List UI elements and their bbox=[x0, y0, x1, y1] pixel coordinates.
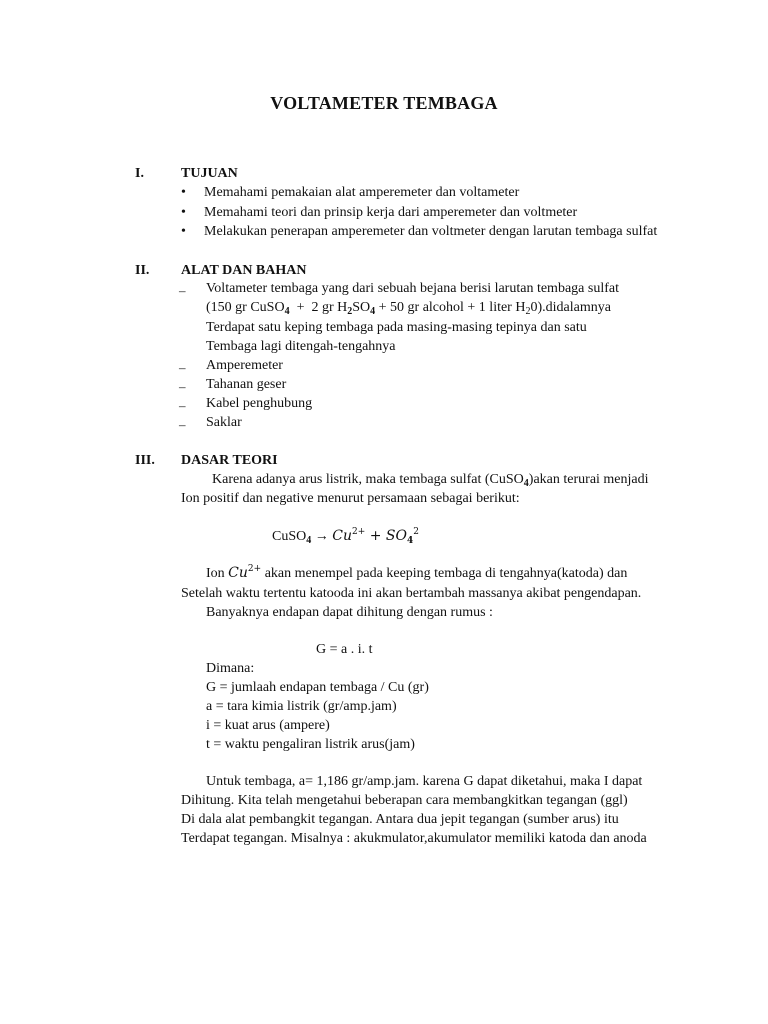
section-1-heading: TUJUAN bbox=[181, 166, 238, 181]
definition-line: i = kuat arus (ampere) bbox=[206, 718, 330, 733]
teori-p1-line-2: Ion positif dan negative menurut persamaan sebagai berikut: bbox=[181, 491, 520, 506]
teori-p2-line-1: Ion $Cu^{2+}$ akan menempel pada keeping tembaga di tengahnya(katoda) dan bbox=[206, 564, 628, 581]
tujuan-item-3: Melakukan penerapan amperemeter dan voltmeter dengan larutan tembaga sulfat bbox=[204, 224, 658, 239]
section-3-number: III. bbox=[135, 453, 155, 468]
endapan-formula: G = a . i. t bbox=[316, 642, 373, 657]
teori-p2-line-2: Setelah waktu tertentu katooda ini akan bertambah massanya akibat pengendapan. bbox=[181, 586, 642, 601]
section-2-number: II. bbox=[135, 263, 150, 278]
alat-item-2: Amperemeter bbox=[206, 358, 283, 373]
alat-item-5: Saklar bbox=[206, 415, 242, 430]
alat-item-1-line-3: Terdapat satu keping tembaga pada masing-masing tepinya dan satu bbox=[206, 320, 587, 335]
definition-line: a = tara kimia listrik (gr/amp.jam) bbox=[206, 699, 397, 714]
section-3-heading: DASAR TEORI bbox=[181, 453, 278, 468]
tujuan-item-1: Memahami pemakaian alat amperemeter dan voltameter bbox=[204, 185, 520, 200]
teori-p2-line-3: Banyaknya endapan dapat dihitung dengan rumus : bbox=[206, 605, 493, 620]
tujuan-item-2: Memahami teori dan prinsip kerja dari amperemeter dan voltmeter bbox=[204, 205, 578, 220]
dash-icon: – bbox=[179, 379, 186, 394]
teori-p3-line-2: Dihitung. Kita telah mengetahui beberapan cara membangkitkan tegangan (ggl) bbox=[181, 793, 628, 808]
teori-p1-line-1: Karena adanya arus listrik, maka tembaga sulfat (CuSO$_4$)akan terurai menjadi bbox=[212, 472, 649, 489]
bullet-icon: • bbox=[181, 205, 186, 220]
definition-line: G = jumlaah endapan tembaga / Cu (gr) bbox=[206, 680, 429, 695]
alat-item-1-line-2: (150 gr CuSO$_4$ + 2 gr $H_2SO_4 + 50$ gr alcohol + 1 liter $H_20).didalamnya$ bbox=[206, 300, 611, 317]
document-title: VOLTAMETER TEMBAGA bbox=[270, 93, 498, 113]
bullet-icon: • bbox=[181, 224, 186, 239]
ionization-equation: CuSO$_4$ → $Cu^{2+} + SO_4^2$ bbox=[272, 527, 419, 546]
teori-p3-line-4: Terdapat tegangan. Misalnya : akukmulator,akumulator memiliki katoda dan anoda bbox=[181, 831, 647, 846]
section-2-heading: ALAT DAN BAHAN bbox=[181, 263, 307, 278]
alat-item-3: Tahanan geser bbox=[206, 377, 287, 392]
dash-icon: – bbox=[179, 283, 186, 298]
dash-icon: – bbox=[179, 398, 186, 413]
teori-p3-line-3: Di dala alat pembangkit tegangan. Antara dua jepit tegangan (sumber arus) itu bbox=[181, 812, 619, 827]
dash-icon: – bbox=[179, 417, 186, 432]
dash-icon: – bbox=[179, 360, 186, 375]
bullet-icon: • bbox=[181, 185, 186, 200]
alat-item-1-line-1: Voltameter tembaga yang dari sebuah bejana berisi larutan tembaga sulfat bbox=[206, 281, 619, 296]
alat-item-4: Kabel penghubung bbox=[206, 396, 313, 411]
definition-line: t = waktu pengaliran listrik arus(jam) bbox=[206, 737, 415, 752]
alat-item-1-line-4: Tembaga lagi ditengah-tengahnya bbox=[206, 339, 396, 354]
section-1-number: I. bbox=[135, 166, 144, 181]
teori-p3-line-1: Untuk tembaga, a= 1,186 gr/amp.jam. karena G dapat diketahui, maka I dapat bbox=[206, 774, 643, 789]
definition-line: Dimana: bbox=[206, 661, 255, 676]
